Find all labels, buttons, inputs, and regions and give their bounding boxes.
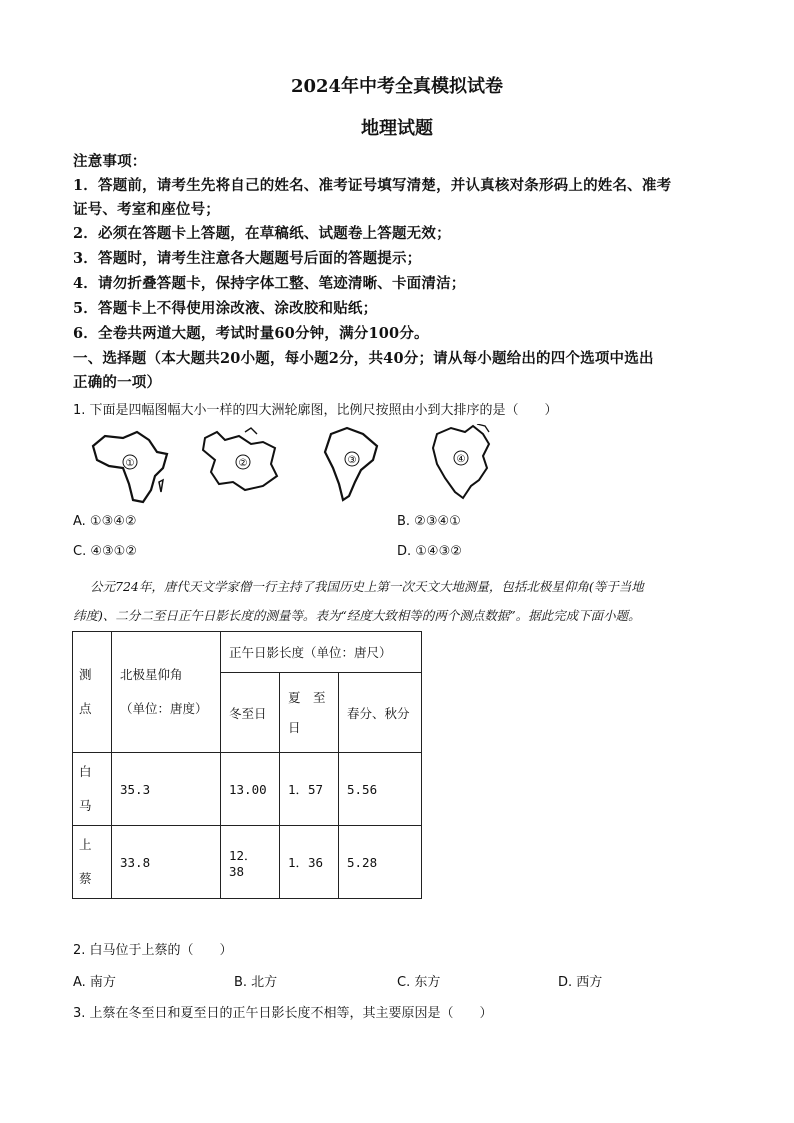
map-label-2: ② [238,458,248,469]
question-3-stem: 3. 上蔡在冬至日和夏至日的正午日影长度不相等，其主要原因是（ ） [73,1006,493,1021]
row-summer: 1．36 [280,826,339,899]
notice-item: 证号、考室和座位号； [73,201,220,218]
notice-item: 6．全卷共两道大题，考试时量60分钟，满分100分。 [73,325,429,342]
notice-item: 5．答题卡上不得使用涂改液、涂改胶和贴纸； [73,300,378,317]
table-header-shadow: 正午日影长度（单位：唐尺） [221,632,422,673]
question-1-stem: 1. 下面是四幅图幅大小一样的四大洲轮廓图，比例尺按照由小到大排序的是（ ） [73,403,558,418]
table-header-summer: 夏 至 日 [280,673,339,753]
map-label-4: ④ [456,454,466,465]
exam-subtitle: 地理试题 [361,118,433,139]
exam-title: 2024年中考全真模拟试卷 [290,76,504,97]
table-header-equinox: 春分、秋分 [339,673,422,753]
notice-item: 1．答题前，请考生先将自己的姓名、准考证号填写清楚，并认真核对条形码上的姓名、准考 [73,177,672,194]
notice-item: 2．必须在答题卡上答题，在草稿纸、试题卷上答题无效； [73,225,451,242]
passage-line: 公元724年，唐代天文学家僧一行主持了我国历史上第一次天文大地测量，包括北极星仰角(等于当地 [90,579,644,594]
row-equinox: 5.56 [339,753,422,826]
south-america-outline-map [325,428,377,500]
table-row [73,753,422,826]
q2-option-c[interactable]: C. 东方 [397,975,441,990]
row-winter: 12．38 [221,826,280,899]
section-heading-cont: 正确的一项） [73,374,162,391]
antarctica-outline-map [203,428,277,490]
q1-option-a[interactable]: A. ①③④② [73,514,137,529]
map-label-3: ③ [347,455,357,466]
africa-outline-map [93,432,167,502]
q2-option-d[interactable]: D. 西方 [558,975,603,990]
q2-option-a[interactable]: A. 南方 [73,975,116,990]
table-header-winter: 冬至日 [221,673,280,753]
table-header-point: 测 点 [73,632,112,753]
q2-option-b[interactable]: B. 北方 [234,975,278,990]
row-polaris: 35.3 [112,753,221,826]
map-label-1: ① [125,458,135,469]
survey-data-table [72,631,422,899]
row-polaris: 33.8 [112,826,221,899]
row-point-name: 上 蔡 [73,826,112,899]
q1-option-b[interactable]: B. ②③④① [397,514,461,529]
table-row [73,826,422,899]
north-america-outline-map [433,424,489,498]
notice-heading: 注意事项： [73,153,147,170]
continent-outline-maps [85,424,505,508]
row-summer: 1．57 [280,753,339,826]
q1-option-d[interactable]: D. ①④③② [397,544,462,559]
row-equinox: 5.28 [339,826,422,899]
notice-item: 4．请勿折叠答题卡，保持字体工整、笔迹清晰、卡面清洁； [73,275,466,292]
table-header-polaris: 北极星仰角 （单位：唐度） [112,632,221,753]
row-point-name: 白 马 [73,753,112,826]
notice-item: 3．答题时，请考生注意各大题题号后面的答题提示； [73,250,422,267]
question-2-stem: 2. 白马位于上蔡的（ ） [73,943,233,958]
row-winter: 13.00 [221,753,280,826]
q1-option-c[interactable]: C. ④③①② [73,544,137,559]
passage-line: 纬度)、二分二至日正午日影长度的测量等。表为“经度大致相等的两个测点数据”。据此完成下面小题。 [73,608,641,623]
section-heading: 一、选择题（本大题共20小题，每小题2分，共40分；请从每小题给出的四个选项中选出 [73,350,654,367]
